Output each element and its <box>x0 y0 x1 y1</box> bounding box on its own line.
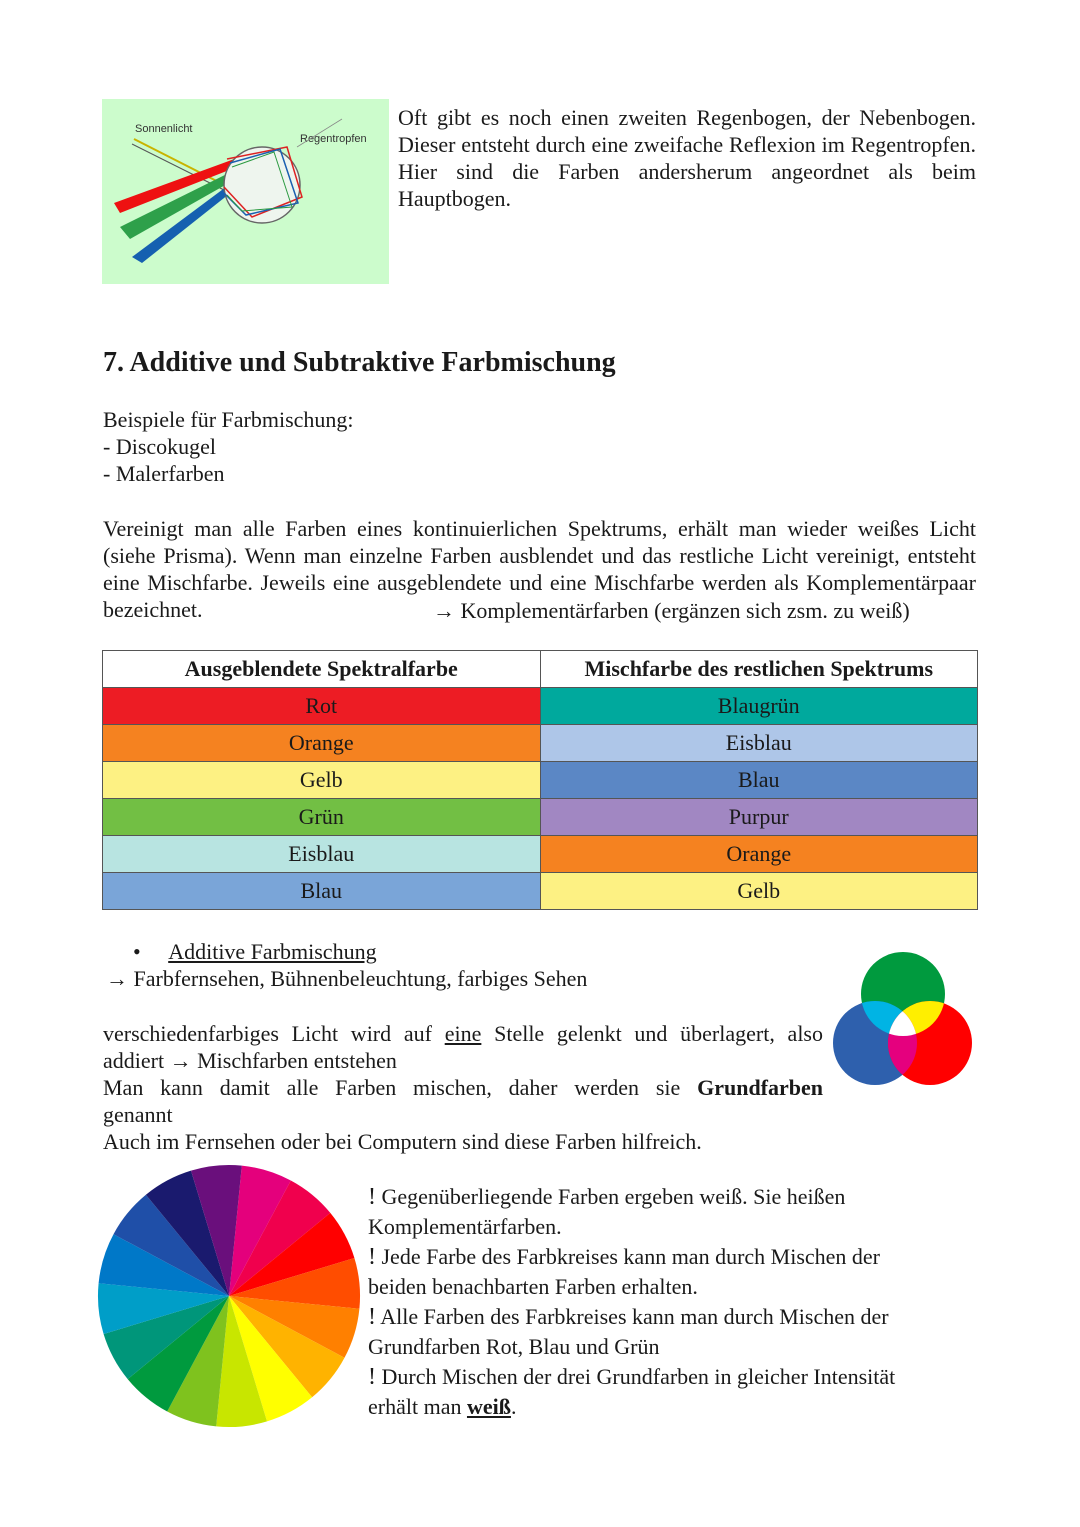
note-text: Jede Farbe des Farbkreises kann man durch Mischen der <box>381 1244 881 1269</box>
spectrum-text: Vereinigt man alle Farben eines kontinuierlichen Spektrums, erhält man wieder weißes Licht (siehe Prisma). Wenn man einzelne Farben ausblendet und das restliche Licht vereinigt, entsteht eine Mischfarbe. Jeweils eine ausgeblendete und eine Mischfarbe werden als Komplementärpaar bezeichnet. <box>103 516 976 622</box>
mixed-color-cell: Blaugrün <box>540 688 978 725</box>
note-text: Durch Mischen der drei Grundfarben in gleicher Intensität <box>381 1364 896 1389</box>
secondary-rainbow-figure <box>102 99 389 284</box>
mixed-color-cell: Orange <box>540 836 978 873</box>
table-row <box>103 725 978 762</box>
note-text: erhält man <box>368 1394 467 1419</box>
example-item: - Malerfarben <box>103 461 225 486</box>
note-item <box>368 1242 968 1301</box>
complementary-color-table <box>102 650 978 910</box>
note-line-2 <box>368 1392 968 1421</box>
color-wheel <box>97 1164 361 1428</box>
additive-title: Additive Farbmischung <box>168 939 377 964</box>
note-text: Alle Farben des Farbkreises kann man durch Mischen der <box>380 1304 889 1329</box>
diagram-label-sunlight: Sonnenlicht <box>135 123 193 135</box>
hidden-color-cell: Blau <box>103 873 541 910</box>
note-line-2: Komplementärfarben. <box>368 1214 562 1239</box>
additive-line-1 <box>103 1020 823 1047</box>
additive-description <box>103 1020 823 1155</box>
mixed-color-cell: Eisblau <box>540 725 978 762</box>
note-text: Gegenüberliegende Farben ergeben weiß. Sie heißen <box>381 1184 846 1209</box>
header-mixed-color: Mischfarbe des restlichen Spektrums <box>540 651 978 688</box>
mixed-color-cell: Purpur <box>540 799 978 836</box>
rgb-additive-diagram <box>830 950 976 1090</box>
exclamation-mark: ! <box>368 1244 376 1270</box>
additive-line-3-start: Man kann damit alle Farben mischen, daher werden sie <box>103 1075 681 1100</box>
examples-block <box>103 406 354 487</box>
note-text: . <box>510 1394 517 1419</box>
additive-line-4: genannt <box>103 1102 173 1127</box>
table-row <box>103 836 978 873</box>
table-row <box>103 873 978 910</box>
additive-line-1-start: verschiedenfarbiges Licht wird auf <box>103 1021 445 1046</box>
additive-bullet <box>133 938 377 965</box>
table-row <box>103 762 978 799</box>
note-line-1 <box>368 1242 968 1272</box>
table-header-row <box>103 651 978 688</box>
hidden-color-cell: Gelb <box>103 762 541 799</box>
hidden-color-cell: Rot <box>103 688 541 725</box>
exclamation-mark: ! <box>368 1304 376 1330</box>
additive-line-3 <box>103 1074 823 1101</box>
additive-line-1-end: Stelle gelenkt und überlagert, also <box>481 1021 823 1046</box>
section-title: 7. Additive und Subtraktive Farbmischung <box>103 347 616 378</box>
rainbow-diagram <box>102 99 389 284</box>
additive-line-1-underlined: eine <box>444 1021 482 1046</box>
note-line-2: beiden benachbarten Farben erhalten. <box>368 1274 698 1299</box>
additive-line-5: Auch im Fernsehen oder bei Computern sind diese Farben hilfreich. <box>103 1129 702 1154</box>
examples-title: Beispiele für Farbmischung: <box>103 407 354 432</box>
additive-applications: → Farbfernsehen, Bühnenbeleuchtung, farbiges Sehen <box>106 966 588 991</box>
mixed-color-cell: Gelb <box>540 873 978 910</box>
note-item <box>368 1362 968 1421</box>
additive-line-3-bold: Grundfarben <box>697 1075 824 1100</box>
example-item: - Discokugel <box>103 434 217 459</box>
additive-line-2: addiert → Mischfarben entstehen <box>103 1048 397 1073</box>
mixed-color-cell: Blau <box>540 762 978 799</box>
note-item <box>368 1182 968 1241</box>
note-line-2: Grundfarben Rot, Blau und Grün <box>368 1334 660 1359</box>
hidden-color-cell: Orange <box>103 725 541 762</box>
note-line-1 <box>368 1362 968 1392</box>
exclamation-mark: ! <box>368 1364 376 1390</box>
header-hidden-color: Ausgeblendete Spektralfarbe <box>103 651 541 688</box>
bullet-dot: • <box>133 939 141 964</box>
table-row <box>103 688 978 725</box>
table-row <box>103 799 978 836</box>
intro-paragraph: Oft gibt es noch einen zweiten Regenbogen, der Nebenbogen. Dieser entsteht durch eine zweifache Reflexion im Regentropfen. Hier sind die Farben andersherum angeordnet als beim Hauptbogen. <box>398 105 976 211</box>
note-emphasis: weiß <box>466 1394 511 1419</box>
note-item <box>368 1302 968 1361</box>
spectrum-arrow-note: → Komplementärfarben (ergänzen sich zsm. zu weiß) <box>433 598 910 623</box>
diagram-label-raindrop: Regentropfen <box>300 133 367 145</box>
note-line-1 <box>368 1302 968 1332</box>
exclamation-mark: ! <box>368 1184 376 1210</box>
note-line-1 <box>368 1182 968 1212</box>
hidden-color-cell: Grün <box>103 799 541 836</box>
hidden-color-cell: Eisblau <box>103 836 541 873</box>
